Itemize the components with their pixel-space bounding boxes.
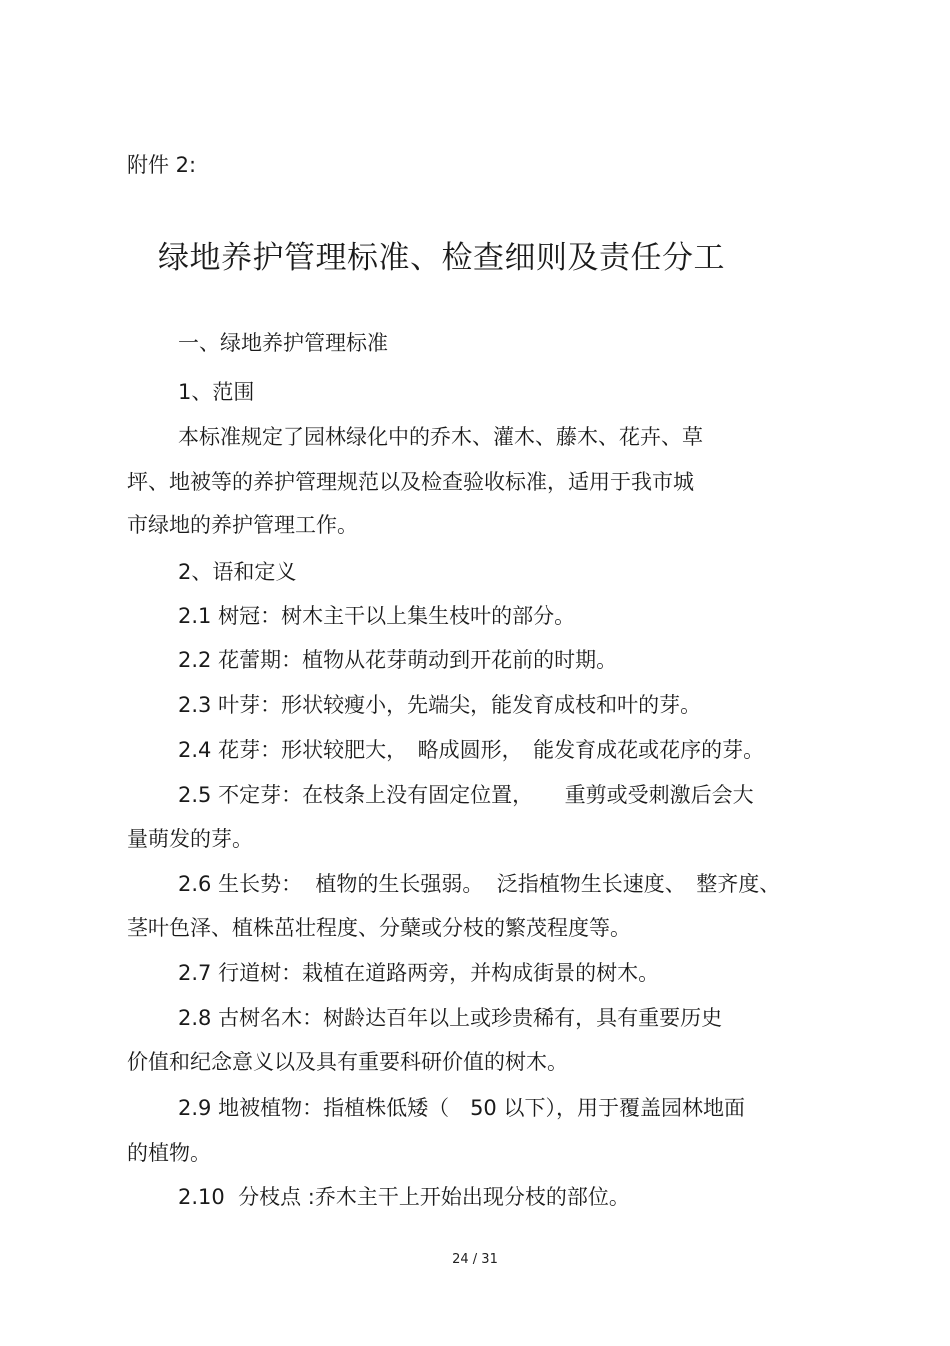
definition-item: 2.5 不定芽：在枝条上没有固定位置， 重剪或受刺激后会大 — [178, 783, 754, 807]
definition-item: 2.6 生长势： 植物的生长强弱。 泛指植物生长速度、 整齐度、 — [178, 872, 781, 896]
attachment-label: 附件 2: — [127, 153, 197, 177]
paragraph-line: 本标准规定了园林绿化中的乔木、灌木、藤木、花卉、草 — [178, 425, 703, 449]
paragraph-line: 价值和纪念意义以及具有重要科研价值的树木。 — [127, 1050, 568, 1074]
definition-item: 2.7 行道树：栽植在道路两旁，并构成街景的树木。 — [178, 961, 660, 985]
subsection-heading: 2、语和定义 — [178, 560, 297, 584]
paragraph-line: 坪、地被等的养护管理规范以及检查验收标准，适用于我市城 — [127, 470, 694, 494]
paragraph-line: 市绿地的养护管理工作。 — [127, 513, 358, 537]
definition-item: 2.2 花蕾期：植物从花芽萌动到开花前的时期。 — [178, 648, 618, 672]
paragraph-line: 茎叶色泽、植株茁壮程度、分蘖或分枝的繁茂程度等。 — [127, 916, 631, 940]
definition-item: 2.1 树冠：树木主干以上集生枝叶的部分。 — [178, 604, 576, 628]
subsection-heading: 1、范围 — [178, 380, 255, 404]
paragraph-line: 的植物。 — [127, 1141, 211, 1165]
section-heading: 一、绿地养护管理标准 — [178, 331, 388, 355]
definition-item: 2.3 叶芽：形状较瘦小，先端尖，能发育成枝和叶的芽。 — [178, 693, 702, 717]
document-title: 绿地养护管理标准、检查细则及责任分工 — [158, 240, 725, 276]
definition-item: 2.4 花芽：形状较肥大， 略成圆形， 能发育成花或花序的芽。 — [178, 738, 765, 762]
definition-item: 2.8 古树名木：树龄达百年以上或珍贵稀有，具有重要历史 — [178, 1006, 723, 1030]
page-number: 24 / 31 — [452, 1252, 498, 1267]
definition-item: 2.9 地被植物：指植株低矮（ 50 以下），用于覆盖园林地面 — [178, 1096, 745, 1120]
definition-item: 2.10 分枝点 :乔木主干上开始出现分枝的部位。 — [178, 1185, 630, 1209]
paragraph-line: 量萌发的芽。 — [127, 827, 253, 851]
